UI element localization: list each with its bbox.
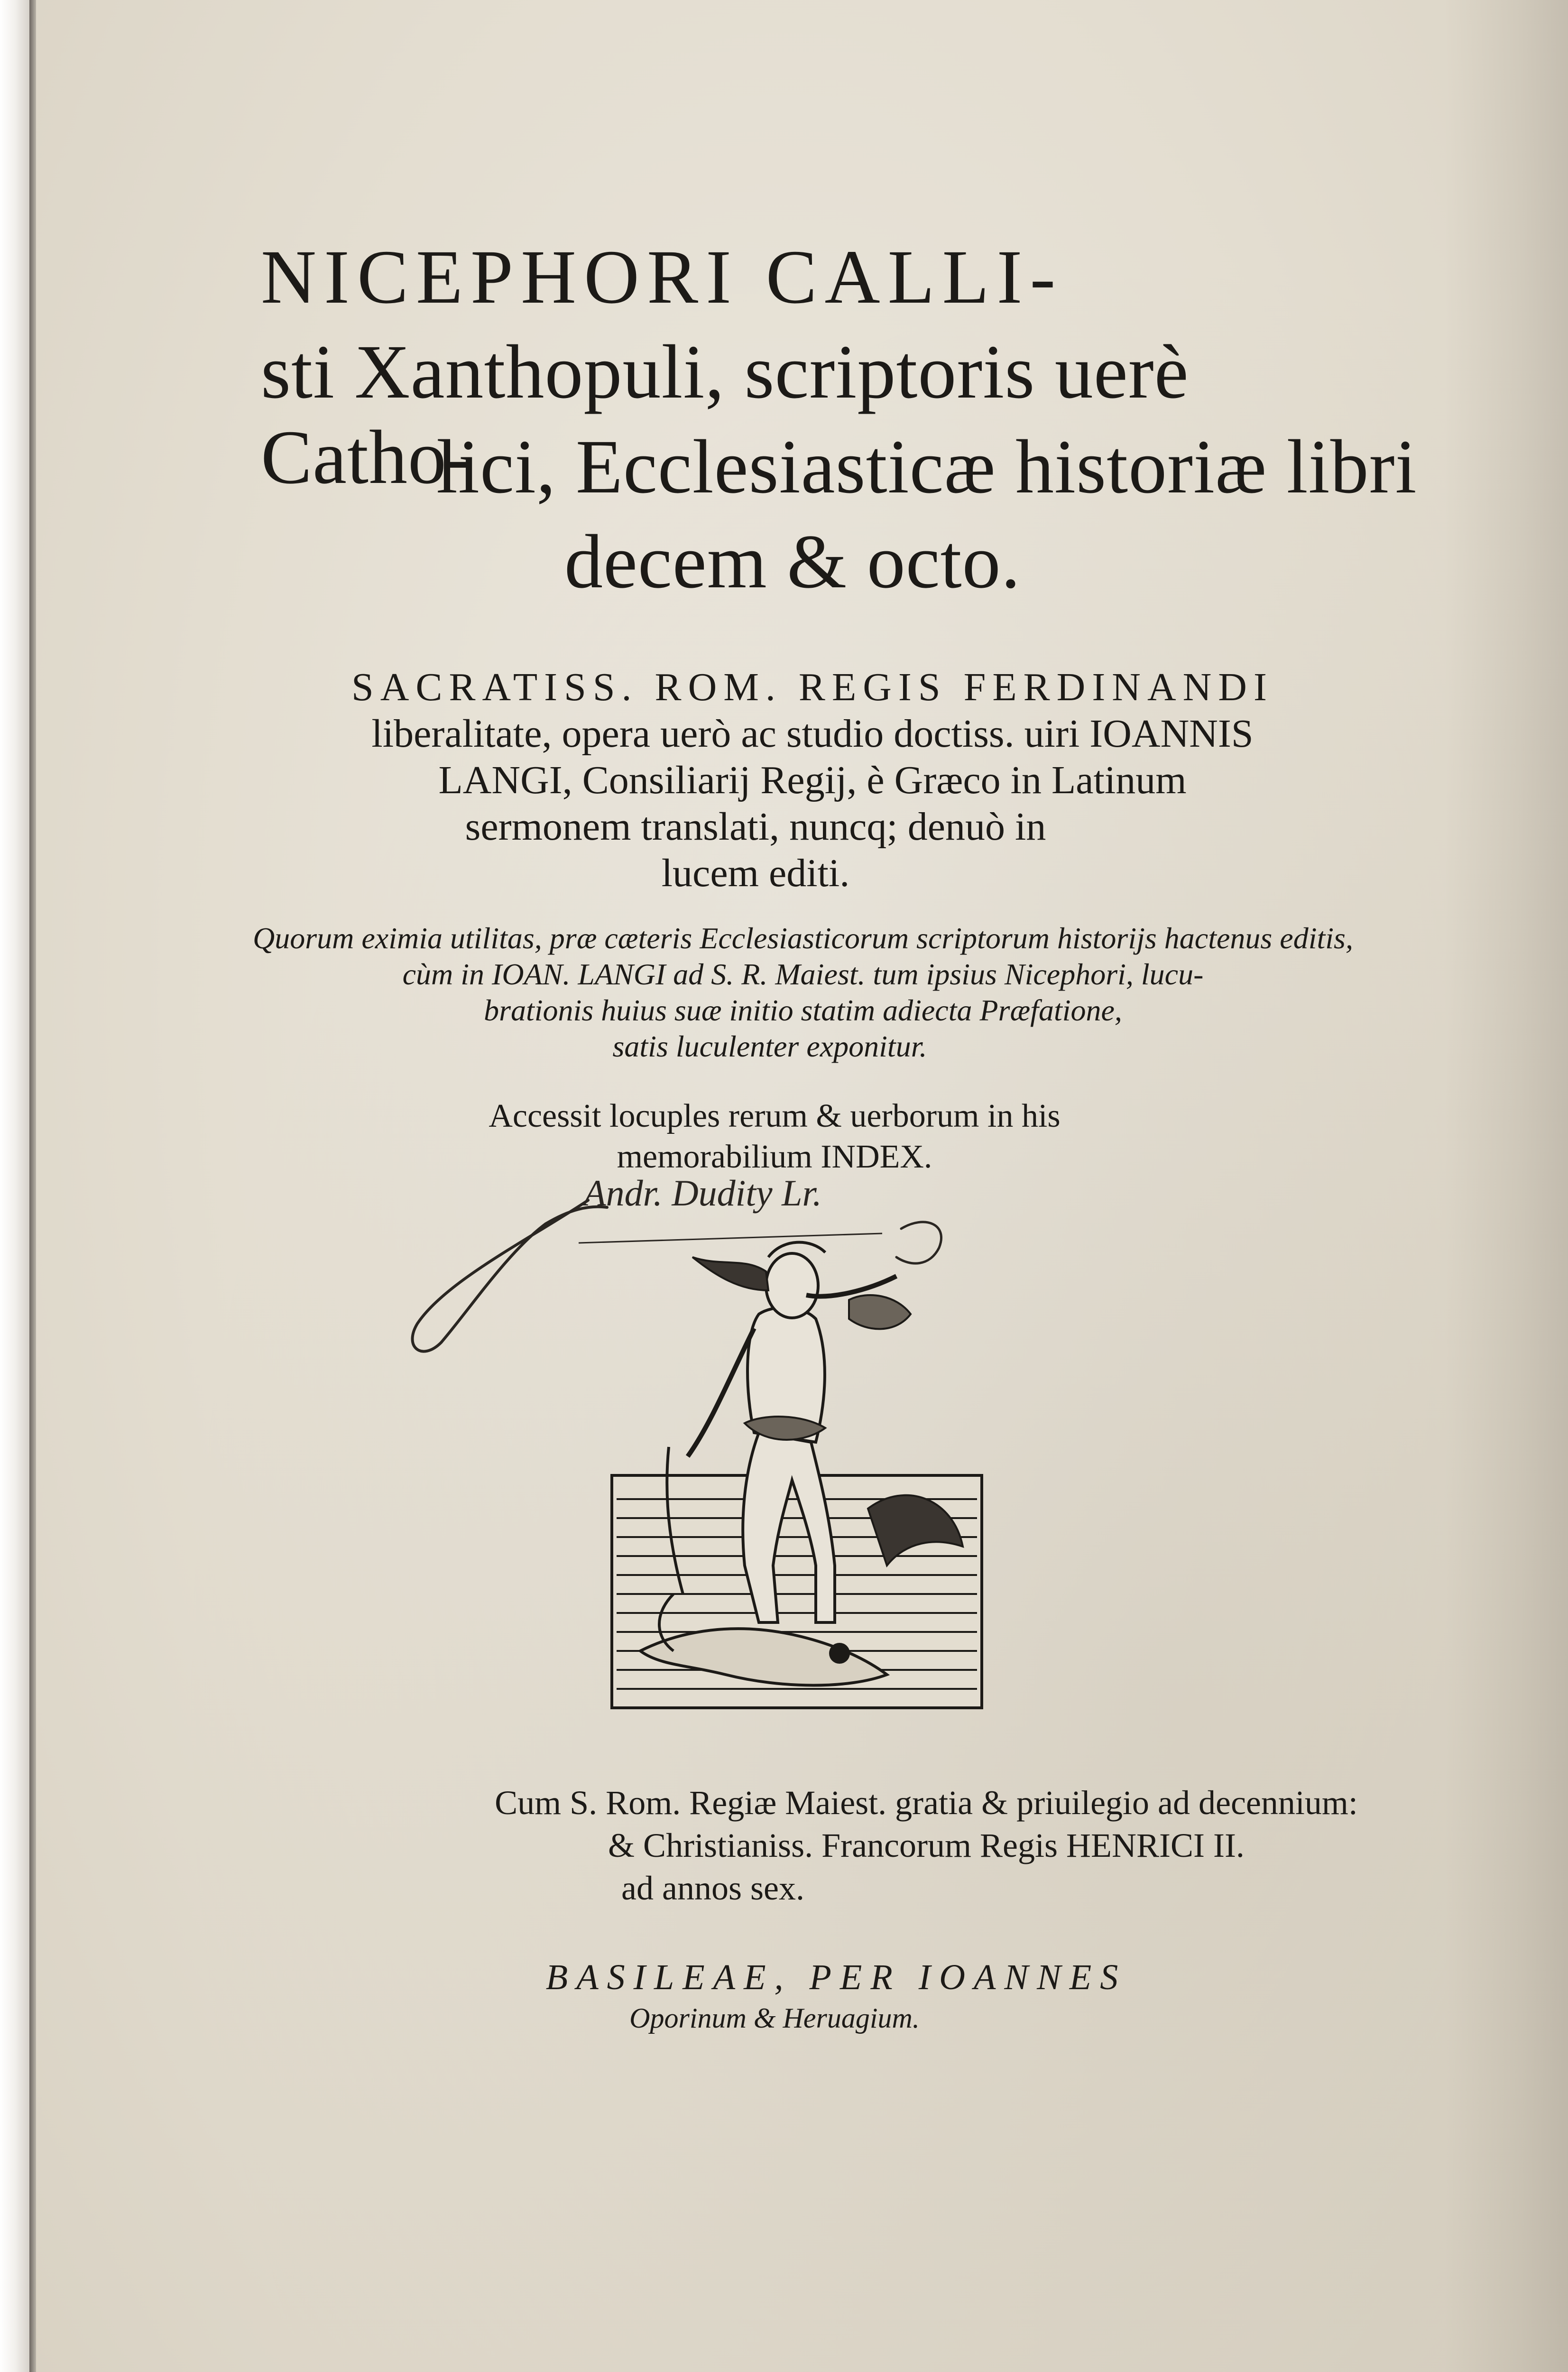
signature-text: Andr. Dudity Lr. bbox=[583, 1172, 822, 1214]
imprint-line-1: BASILEAE, PER IOANNES bbox=[545, 1957, 1127, 1997]
subtitle-line-4: sermonem translati, nuncq; denuò in bbox=[465, 805, 1046, 849]
privilege-line-1: Cum S. Rom. Regiæ Maiest. gratia & priuilegio ad decennium: bbox=[495, 1784, 1358, 1822]
description-line-3: brationis huius suæ initio statim adiecta Præfatione, bbox=[484, 993, 1122, 1027]
subtitle-line-5: lucem editi. bbox=[661, 851, 850, 895]
title-line-1: NICEPHORI CALLI- bbox=[261, 235, 1063, 320]
title-line-2: sti Xanthopuli, scriptoris uerè Catho- bbox=[261, 330, 1189, 500]
index-note-line-2: memorabilium INDEX. bbox=[617, 1139, 932, 1175]
woodcut-figure-icon bbox=[602, 1233, 991, 1717]
subtitle-line-1: SACRATISS. ROM. REGIS FERDINANDI bbox=[351, 665, 1273, 709]
index-note-line-1: Accessit locuples rerum & uerborum in his bbox=[489, 1098, 1061, 1134]
title-line-3: lici, Ecclesiasticæ historiæ libri bbox=[436, 425, 1417, 510]
imprint-line-2: Oporinum & Heruagium. bbox=[629, 2002, 920, 2034]
title-line-4: decem & octo. bbox=[564, 519, 1021, 604]
description-line-1: Quorum eximia utilitas, præ cæteris Ecclesiasticorum scriptorum historijs hactenus editis, bbox=[253, 921, 1353, 955]
description-line-4: satis luculenter exponitur. bbox=[612, 1029, 927, 1063]
subtitle-line-3: LANGI, Consiliarij Regij, è Græco in Latinum bbox=[438, 758, 1187, 802]
privilege-line-2: & Christianiss. Francorum Regis HENRICI II. bbox=[608, 1826, 1245, 1864]
subtitle-line-2: liberalitate, opera uerò ac studio doctiss. uiri IOANNIS bbox=[371, 712, 1254, 756]
privilege-line-3: ad annos sex. bbox=[621, 1869, 804, 1907]
description-line-2: cùm in IOAN. LANGI ad S. R. Maiest. tum ipsius Nicephori, lucu- bbox=[402, 957, 1204, 991]
